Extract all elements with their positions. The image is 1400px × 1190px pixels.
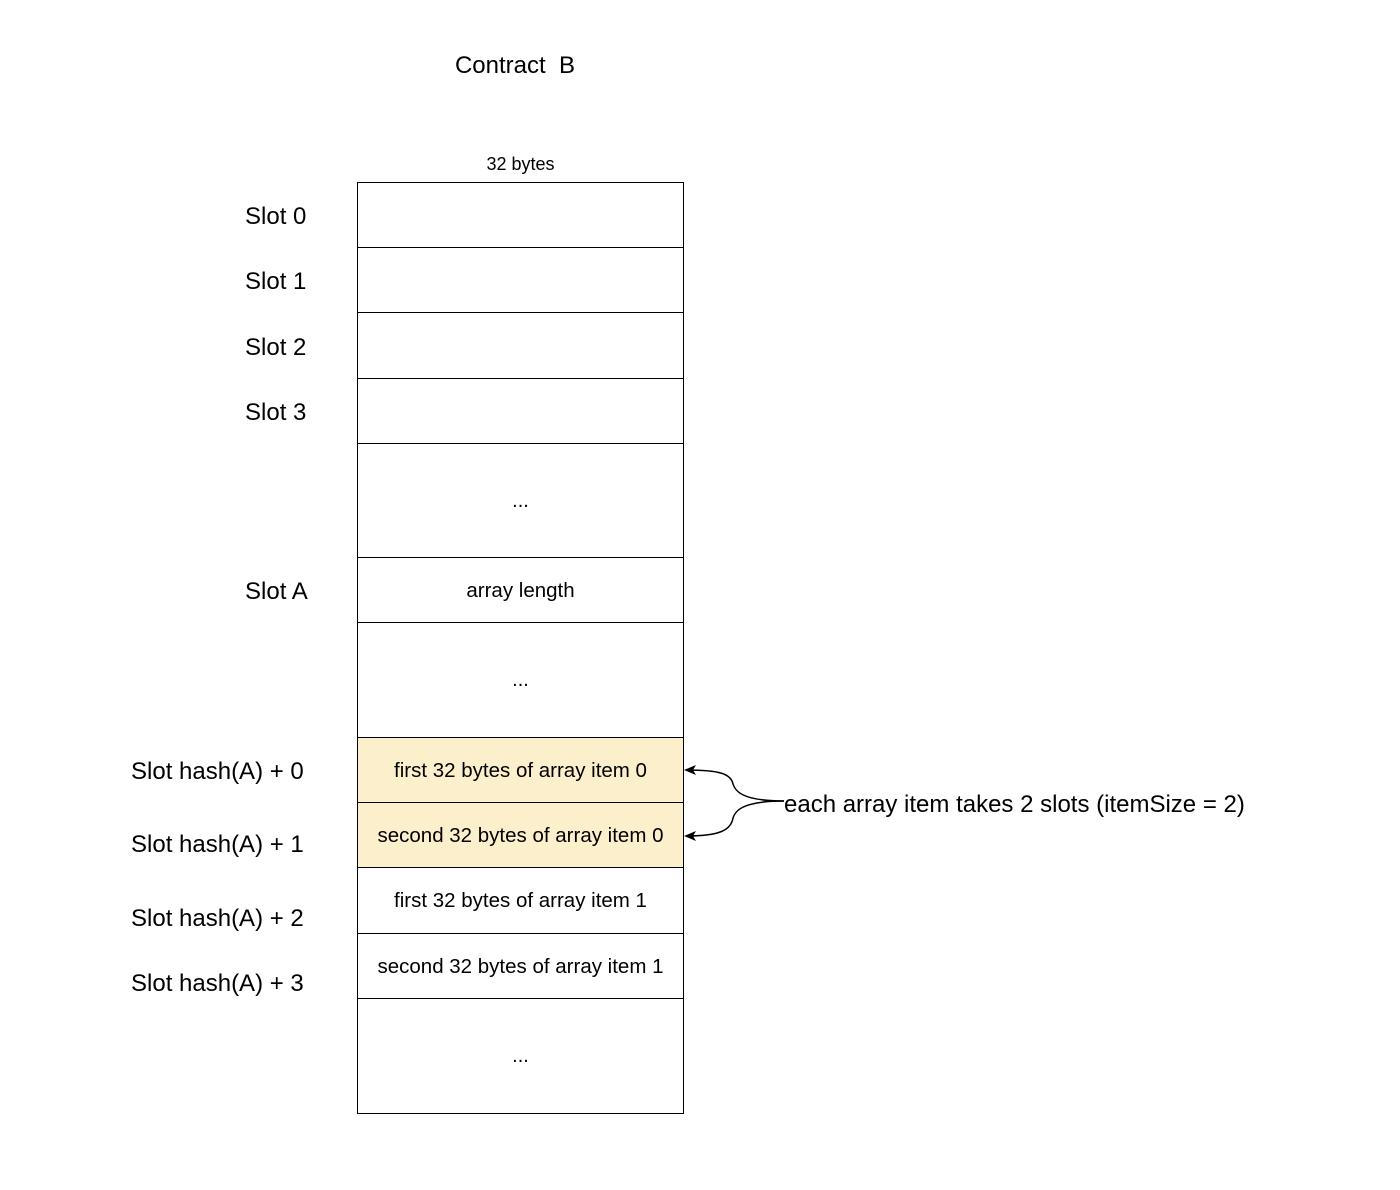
storage-cell-slot-3 xyxy=(357,378,684,445)
brace-arrow-lower xyxy=(686,801,784,836)
slot-label-1: Slot 1 xyxy=(245,268,307,295)
storage-cell-array-length: array length xyxy=(357,557,684,624)
storage-cell-slot-1 xyxy=(357,247,684,314)
slot-label-hash-3: Slot hash(A) + 3 xyxy=(131,970,304,997)
item-size-annotation: each array item takes 2 slots (itemSize = 2) xyxy=(784,791,1245,818)
slot-label-3: Slot 3 xyxy=(245,399,307,426)
slot-label-a: Slot A xyxy=(245,578,308,605)
storage-cell-item1-second: second 32 bytes of array item 1 xyxy=(357,933,684,1000)
storage-cell-ellipsis-1: ... xyxy=(357,443,684,559)
storage-cell-ellipsis-2: ... xyxy=(357,622,684,739)
storage-cell-slot-0 xyxy=(357,182,684,249)
diagram-title: Contract B xyxy=(454,52,576,79)
slot-label-hash-2: Slot hash(A) + 2 xyxy=(131,905,304,932)
brace-arrow-upper xyxy=(686,770,784,801)
slot-label-hash-0: Slot hash(A) + 0 xyxy=(131,758,304,785)
storage-cell-slot-2 xyxy=(357,312,684,380)
slot-label-2: Slot 2 xyxy=(245,334,307,361)
column-width-label: 32 bytes xyxy=(486,154,555,174)
storage-cell-item1-first: first 32 bytes of array item 1 xyxy=(357,867,684,935)
storage-cell-ellipsis-3: ... xyxy=(357,998,684,1114)
storage-cell-item0-first: first 32 bytes of array item 0 xyxy=(357,737,684,804)
slot-label-0: Slot 0 xyxy=(245,203,307,230)
slot-label-hash-1: Slot hash(A) + 1 xyxy=(131,831,304,858)
storage-cell-item0-second: second 32 bytes of array item 0 xyxy=(357,802,684,869)
